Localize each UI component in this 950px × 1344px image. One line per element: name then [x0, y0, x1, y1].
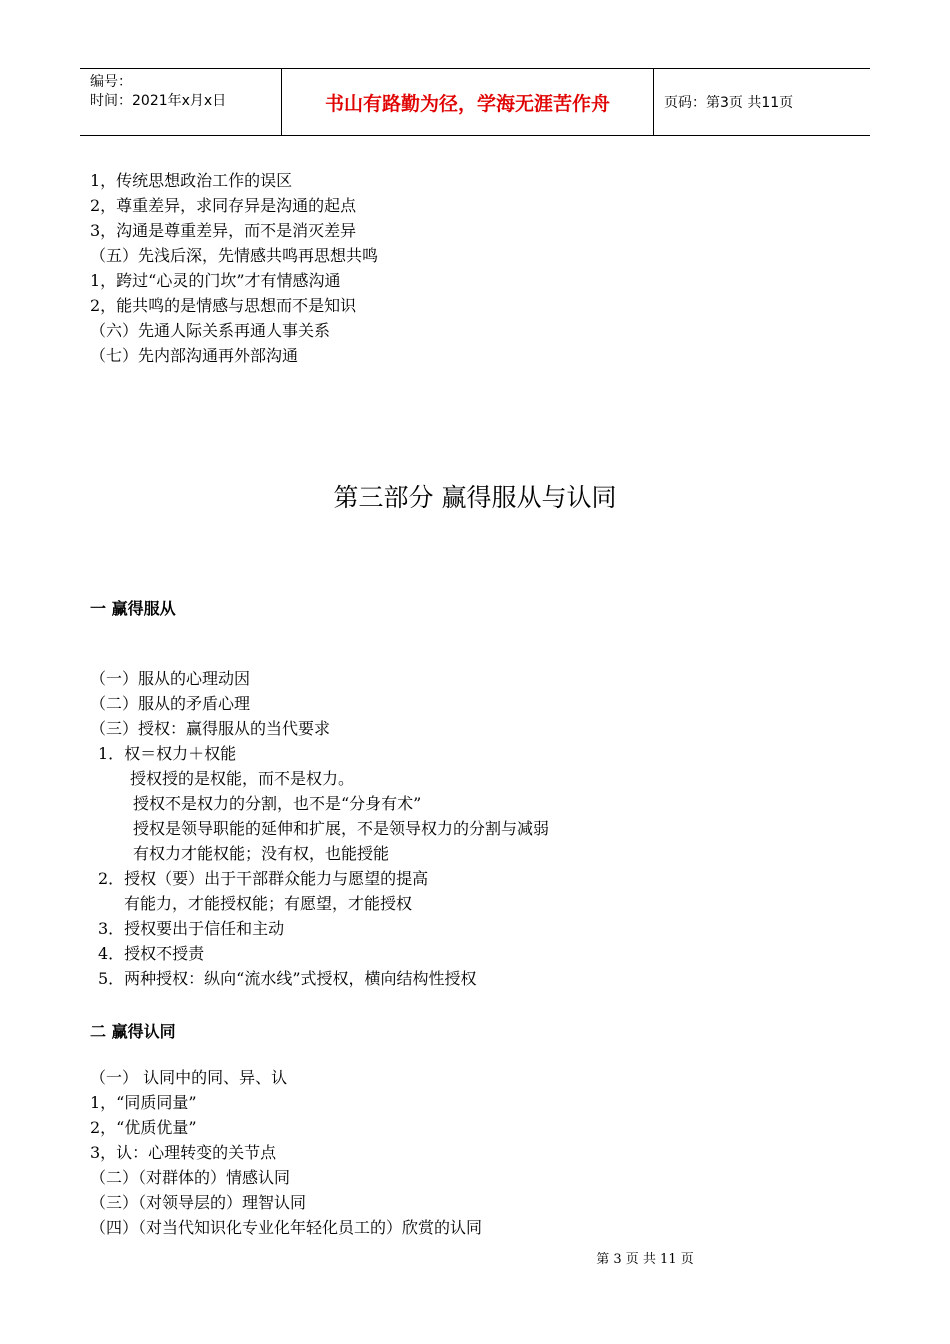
- text-line: 2．授权（要）出于干部群众能力与愿望的提高: [98, 869, 429, 888]
- text-line: 1．权＝权力＋权能: [98, 744, 237, 763]
- text-line: 2，“优质优量”: [90, 1118, 197, 1137]
- text-line: 2，尊重差异，求同存异是沟通的起点: [90, 196, 357, 215]
- header-motto: 书山有路勤为径，学海无涯苦作舟: [282, 69, 654, 135]
- text-line: （三）授权：赢得服从的当代要求: [90, 719, 331, 738]
- text-line: 有能力，才能授权能；有愿望，才能授权: [124, 894, 413, 913]
- text-line: 授权授的是权能，而不是权力。: [130, 769, 355, 788]
- text-line: （四）（对当代知识化专业化年轻化员工的）欣赏的认同: [90, 1218, 483, 1237]
- text-line: （二）（对群体的）情感认同: [90, 1168, 291, 1187]
- text-line: 1，跨过“心灵的门坎”才有情感沟通: [90, 271, 341, 290]
- text-line: （二）服从的矛盾心理: [90, 694, 251, 713]
- header-page-info: 页码：第3页 共11页: [664, 95, 794, 111]
- section-heading: 一 赢得服从: [90, 599, 176, 618]
- text-line: （七）先内部沟通再外部沟通: [90, 346, 299, 365]
- text-line: （一） 认同中的同、异、认: [90, 1068, 288, 1087]
- text-line: 授权是领导职能的延伸和扩展，不是领导权力的分割与减弱: [133, 819, 550, 838]
- text-line: 1，“同质同量”: [90, 1093, 197, 1112]
- header-meta: [80, 69, 282, 135]
- text-line: 有权力才能权能；没有权，也能授能: [133, 844, 390, 863]
- page-header: [80, 68, 870, 136]
- section-heading: 二 赢得认同: [90, 1022, 176, 1041]
- text-line: 3，认：心理转变的关节点: [90, 1143, 277, 1162]
- text-line: （三）（对领导层的）理智认同: [90, 1193, 307, 1212]
- text-line: 5．两种授权：纵向“流水线”式授权，横向结构性授权: [98, 969, 477, 988]
- text-line: 1，传统思想政治工作的误区: [90, 171, 293, 190]
- date-label: 时间：2021年x月x日: [90, 93, 227, 109]
- text-line: 3．授权要出于信任和主动: [98, 919, 285, 938]
- text-line: 2，能共鸣的是情感与思想而不是知识: [90, 296, 357, 315]
- part-title: 第三部分 赢得服从与认同: [333, 483, 617, 512]
- text-line: 3，沟通是尊重差异，而不是消灭差异: [90, 221, 357, 240]
- text-line: （六）先通人际关系再通人事关系: [90, 321, 331, 340]
- page-footer: 第 3 页 共 11 页: [596, 1252, 694, 1267]
- text-line: （五）先浅后深，先情感共鸣再思想共鸣: [90, 246, 379, 265]
- text-line: （一）服从的心理动因: [90, 669, 251, 688]
- text-line: 4．授权不授责: [98, 944, 205, 963]
- number-label: 编号：: [90, 74, 132, 90]
- text-line: 授权不是权力的分割，也不是“分身有术”: [133, 794, 422, 813]
